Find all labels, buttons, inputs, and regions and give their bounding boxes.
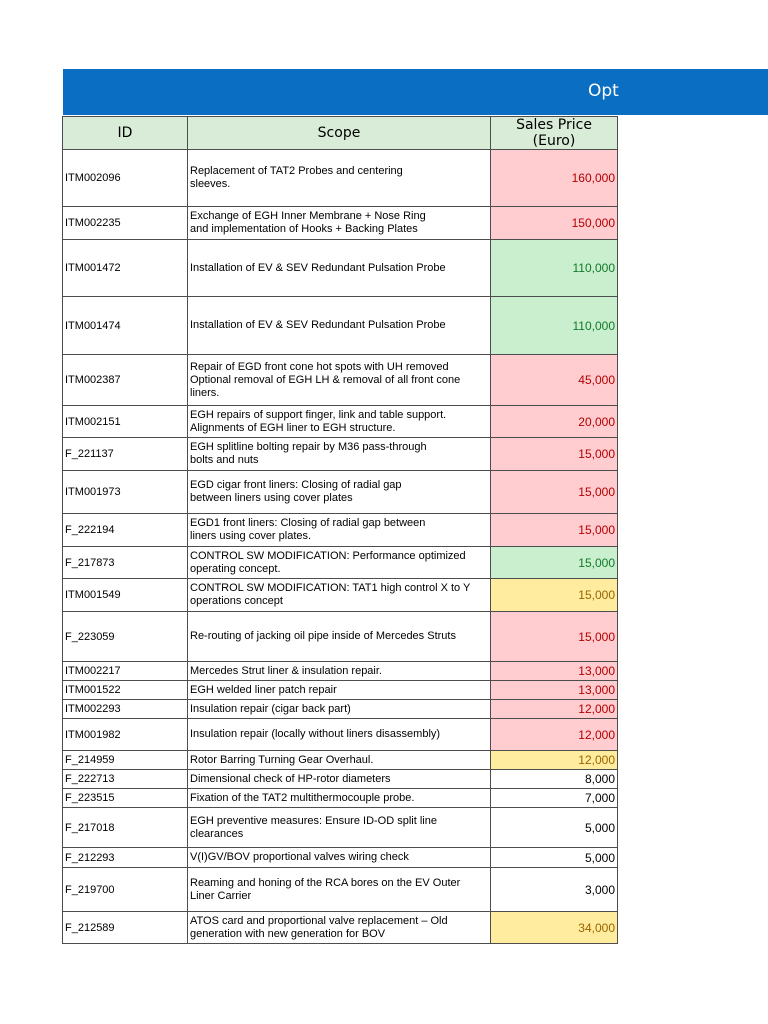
cell-id: ITM002293 — [63, 700, 188, 719]
cell-id: ITM001472 — [63, 240, 188, 297]
table-row — [63, 240, 618, 297]
cell-scope: CONTROL SW MODIFICATION: TAT1 high control X to Y operations concept — [188, 579, 491, 612]
cell-price: 8,000 — [491, 770, 618, 789]
cell-price: 3,000 — [491, 868, 618, 912]
cell-scope: Installation of EV & SEV Redundant Pulsation Probe — [188, 297, 491, 355]
cell-price: 160,000 — [491, 150, 618, 207]
cell-price: 15,000 — [491, 438, 618, 471]
table-row — [63, 719, 618, 751]
cell-id: ITM002387 — [63, 355, 188, 406]
header-id: ID — [63, 117, 188, 150]
cell-id: ITM001474 — [63, 297, 188, 355]
cell-scope: V(I)GV/BOV proportional valves wiring check — [188, 848, 491, 868]
cell-scope: Reaming and honing of the RCA bores on the EV Outer Liner Carrier — [188, 868, 491, 912]
table-row — [63, 681, 618, 700]
cell-id: ITM002151 — [63, 406, 188, 438]
cell-scope: Replacement of TAT2 Probes and centering sleeves. — [188, 150, 491, 207]
cell-price: 12,000 — [491, 751, 618, 770]
cell-scope: EGH welded liner patch repair — [188, 681, 491, 700]
cell-id: ITM001549 — [63, 579, 188, 612]
cell-price: 15,000 — [491, 579, 618, 612]
table-row — [63, 150, 618, 207]
cell-id: F_222713 — [63, 770, 188, 789]
header-row — [63, 117, 618, 150]
cell-scope: Rotor Barring Turning Gear Overhaul. — [188, 751, 491, 770]
cell-id: F_212293 — [63, 848, 188, 868]
cell-scope: Fixation of the TAT2 multithermocouple probe. — [188, 789, 491, 808]
cell-scope: Dimensional check of HP-rotor diameters — [188, 770, 491, 789]
cell-id: F_212589 — [63, 912, 188, 944]
header-price: Sales Price (Euro) — [491, 117, 618, 150]
table-row — [63, 514, 618, 547]
cell-price: 7,000 — [491, 789, 618, 808]
cell-price: 15,000 — [491, 514, 618, 547]
cell-scope: ATOS card and proportional valve replacement – Old generation with new generation for BOV — [188, 912, 491, 944]
cell-price: 5,000 — [491, 848, 618, 868]
cell-price: 15,000 — [491, 612, 618, 662]
table-row — [63, 770, 618, 789]
cell-scope: CONTROL SW MODIFICATION: Performance optimized operating concept. — [188, 547, 491, 579]
table-row — [63, 406, 618, 438]
table-row — [63, 471, 618, 514]
cell-id: ITM002217 — [63, 662, 188, 681]
cell-id: F_223515 — [63, 789, 188, 808]
cell-price: 15,000 — [491, 471, 618, 514]
cell-price: 5,000 — [491, 808, 618, 848]
cell-id: F_221137 — [63, 438, 188, 471]
cell-price: 12,000 — [491, 719, 618, 751]
table-row — [63, 808, 618, 848]
table-row — [63, 207, 618, 240]
cell-price: 45,000 — [491, 355, 618, 406]
table-row — [63, 612, 618, 662]
cell-price: 20,000 — [491, 406, 618, 438]
cell-scope: EGH repairs of support finger, link and table support. Alignments of EGH liner to EGH structure. — [188, 406, 491, 438]
cell-scope: EGH splitline bolting repair by M36 pass-through bolts and nuts — [188, 438, 491, 471]
cell-scope: EGD1 front liners: Closing of radial gap between liners using cover plates. — [188, 514, 491, 547]
cell-price: 12,000 — [491, 700, 618, 719]
cell-id: F_217018 — [63, 808, 188, 848]
banner-title: Opt — [588, 81, 619, 101]
cell-id: F_217873 — [63, 547, 188, 579]
table-row — [63, 355, 618, 406]
cell-scope: Insulation repair (cigar back part) — [188, 700, 491, 719]
table-row — [63, 912, 618, 944]
header-scope: Scope — [188, 117, 491, 150]
cell-scope: Insulation repair (locally without liners disassembly) — [188, 719, 491, 751]
cell-price: 34,000 — [491, 912, 618, 944]
cell-id: ITM001973 — [63, 471, 188, 514]
table-row — [63, 789, 618, 808]
cell-scope: EGD cigar front liners: Closing of radial gap between liners using cover plates — [188, 471, 491, 514]
table-row — [63, 438, 618, 471]
cell-scope: Repair of EGD front cone hot spots with UH removed Optional removal of EGH LH & removal of all front cone liners. — [188, 355, 491, 406]
header-banner — [63, 69, 768, 115]
table-row — [63, 868, 618, 912]
cell-id: ITM002096 — [63, 150, 188, 207]
table-row — [63, 547, 618, 579]
cell-price: 150,000 — [491, 207, 618, 240]
cell-scope: EGH preventive measures: Ensure ID-OD split line clearances — [188, 808, 491, 848]
cell-id: ITM001982 — [63, 719, 188, 751]
table-row — [63, 700, 618, 719]
cell-id: F_214959 — [63, 751, 188, 770]
table-row — [63, 751, 618, 770]
cell-price: 110,000 — [491, 240, 618, 297]
cell-id: ITM002235 — [63, 207, 188, 240]
options-table — [62, 116, 618, 944]
table-row — [63, 297, 618, 355]
cell-price: 13,000 — [491, 681, 618, 700]
table-row — [63, 579, 618, 612]
table-row — [63, 662, 618, 681]
cell-id: F_222194 — [63, 514, 188, 547]
table-row — [63, 848, 618, 868]
cell-price: 13,000 — [491, 662, 618, 681]
cell-scope: Exchange of EGH Inner Membrane + Nose Ring and implementation of Hooks + Backing Plates — [188, 207, 491, 240]
cell-scope: Mercedes Strut liner & insulation repair. — [188, 662, 491, 681]
cell-id: F_219700 — [63, 868, 188, 912]
cell-id: F_223059 — [63, 612, 188, 662]
cell-scope: Installation of EV & SEV Redundant Pulsation Probe — [188, 240, 491, 297]
cell-price: 110,000 — [491, 297, 618, 355]
cell-scope: Re-routing of jacking oil pipe inside of Mercedes Struts — [188, 612, 491, 662]
cell-id: ITM001522 — [63, 681, 188, 700]
cell-price: 15,000 — [491, 547, 618, 579]
